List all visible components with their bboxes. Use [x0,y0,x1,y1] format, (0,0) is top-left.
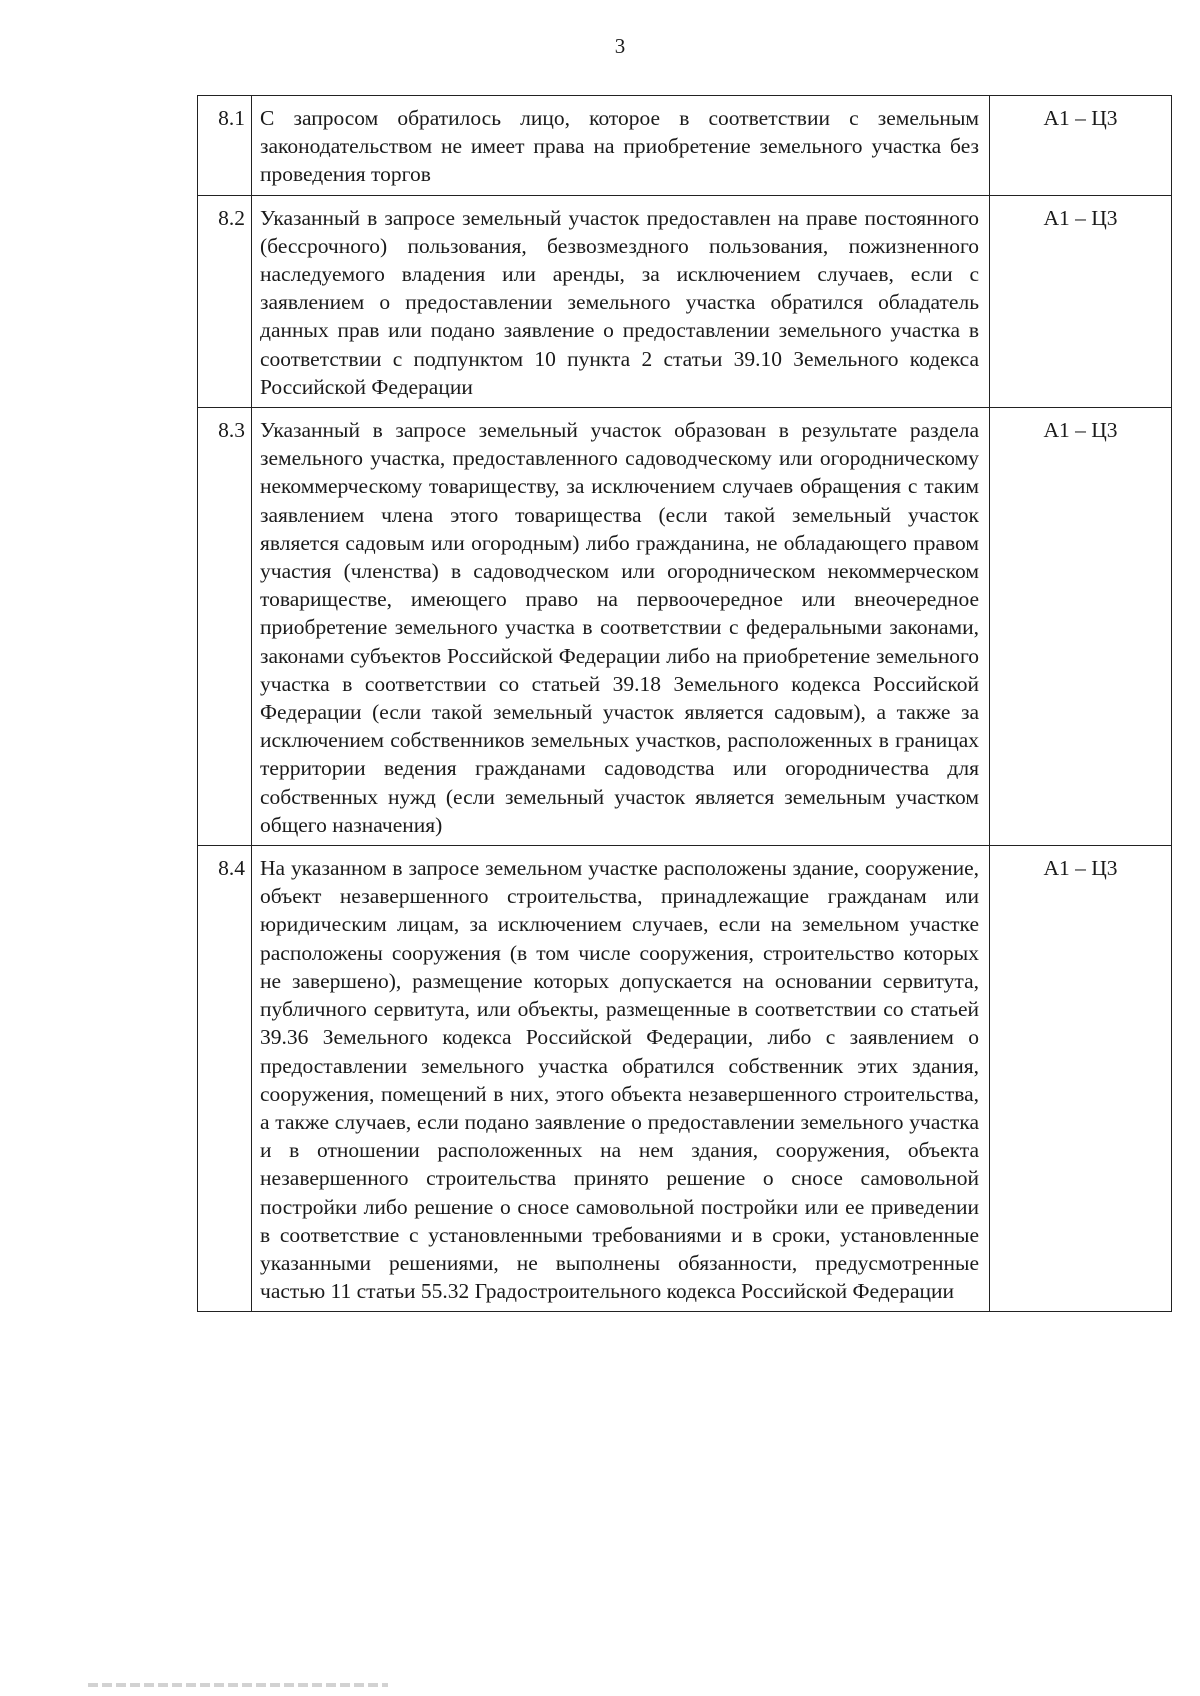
row-code: А1 – Ц3 [990,195,1172,407]
table-row [198,408,1172,846]
scan-artifact [88,1683,388,1687]
table-row [198,195,1172,407]
row-number: 8.3 [198,408,252,846]
row-text: Указанный в запросе земельный участок предоставлен на праве постоянного (бессрочного) пользования, безвозмездного пользования, пожизненного наследуемого владения или аренды, за исключением случаев, если с заявлением о предоставлении земельного участка обратился обладатель данных прав или подано заявление о предоставлении земельного участка в соответствии с подпунктом 10 пункта 2 статьи 39.10 Земельного кодекса Российской Федерации [252,195,990,407]
table-row [198,846,1172,1312]
row-code: А1 – Ц3 [990,846,1172,1312]
page-number: 3 [614,34,626,58]
table-row [198,96,1172,196]
row-number: 8.2 [198,195,252,407]
row-text: Указанный в запросе земельный участок образован в результате раздела земельного участка, предоставленного садоводческому или огородническому некоммерческому товариществу, за исключением случаев обращения с таким заявлением члена этого товарищества (если такой земельный участок является садовым или огородным) либо гражданина, не обладающего правом участия (членства) в садоводческом или огородническом некоммерческом товариществе, имеющего право на первоочередное или внеочередное приобретение земельного участка в соответствии с федеральными законами, законами субъектов Российской Федерации либо на приобретение земельного участка в соответствии со статьей 39.18 Земельного кодекса Российской Федерации (если такой земельный участок является садовым), а также за исключением собственников земельных участков, расположенных в границах территории ведения гражданами садоводства или огородничества для собственных нужд (если земельный участок является земельным участком общего назначения) [252,408,990,846]
row-text: На указанном в запросе земельном участке расположены здание, сооружение, объект незавершенного строительства, принадлежащие гражданам или юридическим лицам, за исключением случаев, если на земельном участке расположены сооружения (в том числе сооружения, строительство которых не завершено), размещение которых допускается на основании сервитута, публичного сервитута, или объекты, размещенные в соответствии со статьей 39.36 Земельного кодекса Российской Федерации, либо с заявлением о предоставлении земельного участка обратился собственник этих здания, сооружения, помещений в них, этого объекта незавершенного строительства, а также случаев, если подано заявление о предоставлении земельного участка и в отношении расположенных на нем здания, сооружения, объекта незавершенного строительства принято решение о сносе самовольной постройки либо решение о сносе самовольной постройки или ее приведении в соответствие с установленными требованиями и в сроки, установленные указанными решениями, не выполнены обязанности, предусмотренные частью 11 статьи 55.32 Градостроительного кодекса Российской Федерации [252,846,990,1312]
row-code: А1 – Ц3 [990,408,1172,846]
row-text: С запросом обратилось лицо, которое в соответствии с земельным законодательством не имеет права на приобретение земельного участка без проведения торгов [252,96,990,196]
row-number: 8.1 [198,96,252,196]
row-code: А1 – Ц3 [990,96,1172,196]
row-number: 8.4 [198,846,252,1312]
grounds-table [197,95,1172,1312]
